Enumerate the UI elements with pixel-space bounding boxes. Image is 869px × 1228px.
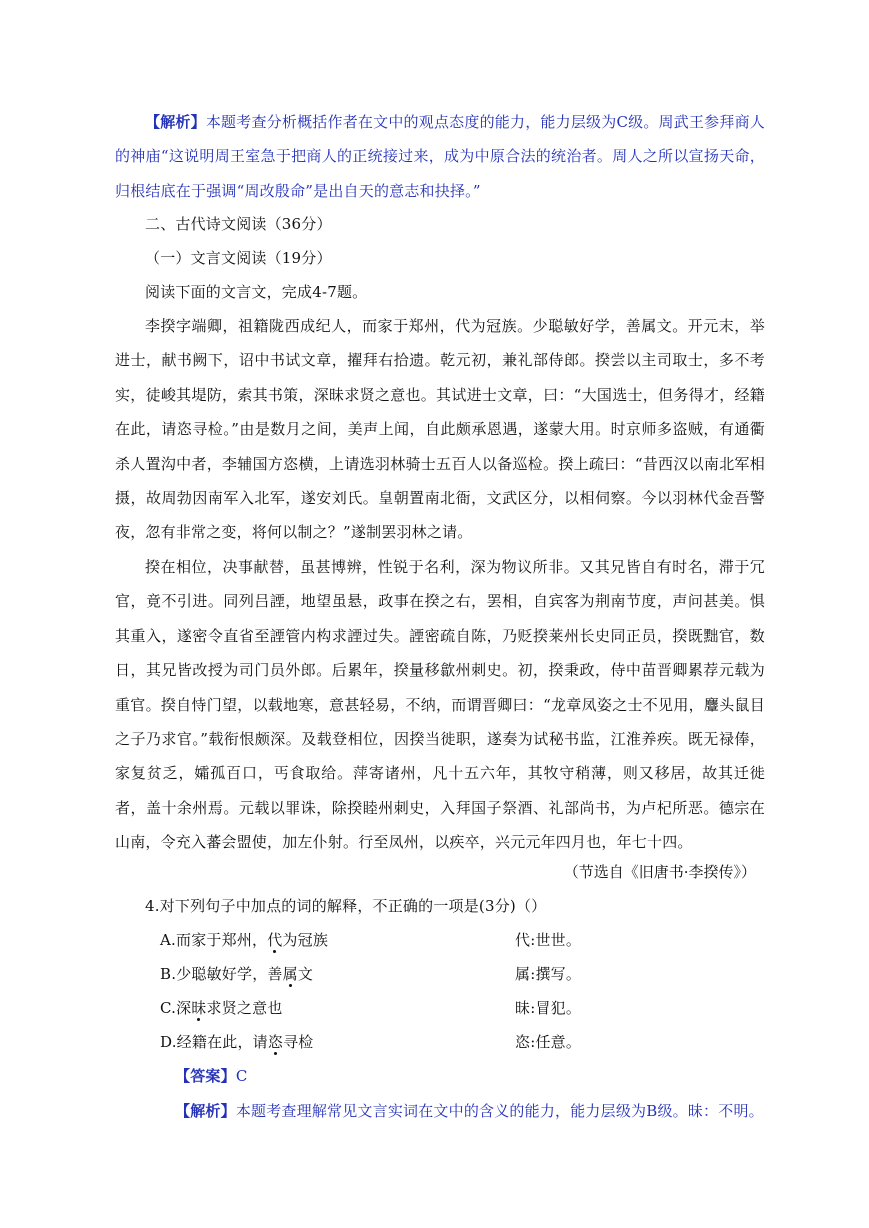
option-b-gloss: 属:撰写。 bbox=[515, 965, 582, 983]
passage-paragraph-2: 揆在相位，决事献替，虽甚博辨，性锐于名利，深为物议所非。又其兄皆自有时名，滞于冗官，竟不引进。同列吕諲，地望虽悬，政事在揆之右，罢相，自宾客为荆南节度，声问甚美。惧其重入，遂密令直省至諲管内构求諲过失。諲密疏自陈，乃贬揆莱州长史同正员，揆既黜官，数日，其兄皆改授为司门员外郎。后累年，揆量移歙州刺史。初，揆秉政，侍中苗晋卿累荐元载为重官。揆自恃门望，以载地寒，意甚轻易，不纳，而谓晋卿曰：“龙章凤姿之士不见用，麞头鼠目之子乃求官。”载衔恨颇深。及载登相位，因揆当徙职，遂奏为试秘书监，江淮养疾。既无禄俸，家复贫乏，孀孤百口，丐食取给。萍寄诸州，凡十五六年，其牧守稍薄，则又移居，故其迁徙者，盖十余州焉。元载以罪诛，除揆睦州刺史，入拜国子祭酒、礼部尚书，为卢杞所恶。德宗在山南，令充入蕃会盟使，加左仆射。行至凤州，以疾卒，兴元元年四月也，年七十四。 bbox=[115, 558, 765, 852]
analysis-tag: 【解析】 bbox=[175, 1102, 236, 1120]
option-text-before: 少聪敏好学，善 bbox=[176, 965, 283, 983]
analysis-text: 本题考查分析概括作者在文中的观点态度的能力，能力层级为C级。周武王参拜商人的神庙“这说明周王室急于把商人的正统接过来，成为中原合法的统治者。周人之所以宣扬天命，归根结底在于强调“周改殷命”是出自天的意志和抉择。” bbox=[115, 113, 765, 200]
analysis-line-bottom bbox=[175, 1101, 764, 1121]
option-letter: C. bbox=[160, 999, 177, 1017]
answer-tag: 【答案】 bbox=[175, 1067, 236, 1085]
question-4-stem: 4.对下列句子中加点的词的解释，不正确的一项是(3分)（） bbox=[145, 897, 547, 915]
option-letter: A. bbox=[160, 931, 177, 949]
section-heading: 二、古代诗文阅读（36分） bbox=[145, 215, 332, 233]
option-text-before: 深 bbox=[176, 999, 192, 1017]
answer-value: C bbox=[235, 1067, 248, 1085]
passage-source: （节选自《旧唐书·李揆传》） bbox=[563, 863, 756, 881]
passage-paragraph-1: 李揆字端卿，祖籍陇西成纪人，而家于郑州，代为冠族。少聪敏好学，善属文。开元末，举进士，献书阙下，诏中书试文章，擢拜右拾遗。乾元初，兼礼部侍郎。揆尝以主司取士，多不考实，徒峻其堤防，索其书策，深昧求贤之意也。其试进士文章，曰：“大国选士，但务得才，经籍在此，请恣寻检。”由是数月之间，美声上闻，自此颇承恩遇，遂蒙大用。时京师多盗贼，有通衢杀人置沟中者，李辅国方恣横，上请选羽林骑士五百人以备巡检。揆上疏曰：“昔西汉以南北军相摄，故周勃因南军入北军，遂安刘氏。皇朝置南北衙，文武区分，以相伺察。今以羽林代金吾警夜，忽有非常之变，将何以制之？”遂制罢羽林之请。 bbox=[115, 317, 765, 542]
option-letter: B. bbox=[160, 965, 177, 983]
option-text-after: 为冠族 bbox=[282, 931, 329, 949]
option-a-gloss: 代:世世。 bbox=[515, 931, 582, 949]
option-text-after: 寻检 bbox=[283, 1033, 314, 1051]
analysis-paragraph-top bbox=[115, 105, 765, 208]
option-text-after: 求贤之意也 bbox=[206, 999, 283, 1017]
option-d bbox=[160, 1032, 313, 1052]
answer-line bbox=[175, 1066, 248, 1086]
option-text-before: 而家于郑州， bbox=[176, 931, 268, 949]
option-c bbox=[160, 998, 283, 1018]
dotted-word: 代 bbox=[267, 931, 283, 949]
option-text-after: 文 bbox=[297, 965, 314, 983]
option-c-gloss: 昧:冒犯。 bbox=[515, 999, 582, 1017]
option-text-before: 经籍在此，请 bbox=[176, 1033, 268, 1051]
instruction-text: 阅读下面的文言文，完成4-7题。 bbox=[145, 283, 368, 301]
analysis-tag: 【解析】 bbox=[145, 113, 206, 131]
option-letter: D. bbox=[160, 1033, 177, 1051]
dotted-word: 属 bbox=[282, 965, 298, 983]
dotted-word: 恣 bbox=[267, 1033, 284, 1051]
option-a bbox=[160, 930, 328, 950]
option-d-gloss: 恣:任意。 bbox=[515, 1033, 582, 1051]
dotted-word: 昧 bbox=[191, 999, 207, 1017]
option-b bbox=[160, 964, 313, 984]
subsection-heading: （一）文言文阅读（19分） bbox=[145, 249, 332, 267]
analysis-text: 本题考查理解常见文言实词在文中的含义的能力，能力层级为B级。昧：不明。 bbox=[235, 1102, 764, 1120]
